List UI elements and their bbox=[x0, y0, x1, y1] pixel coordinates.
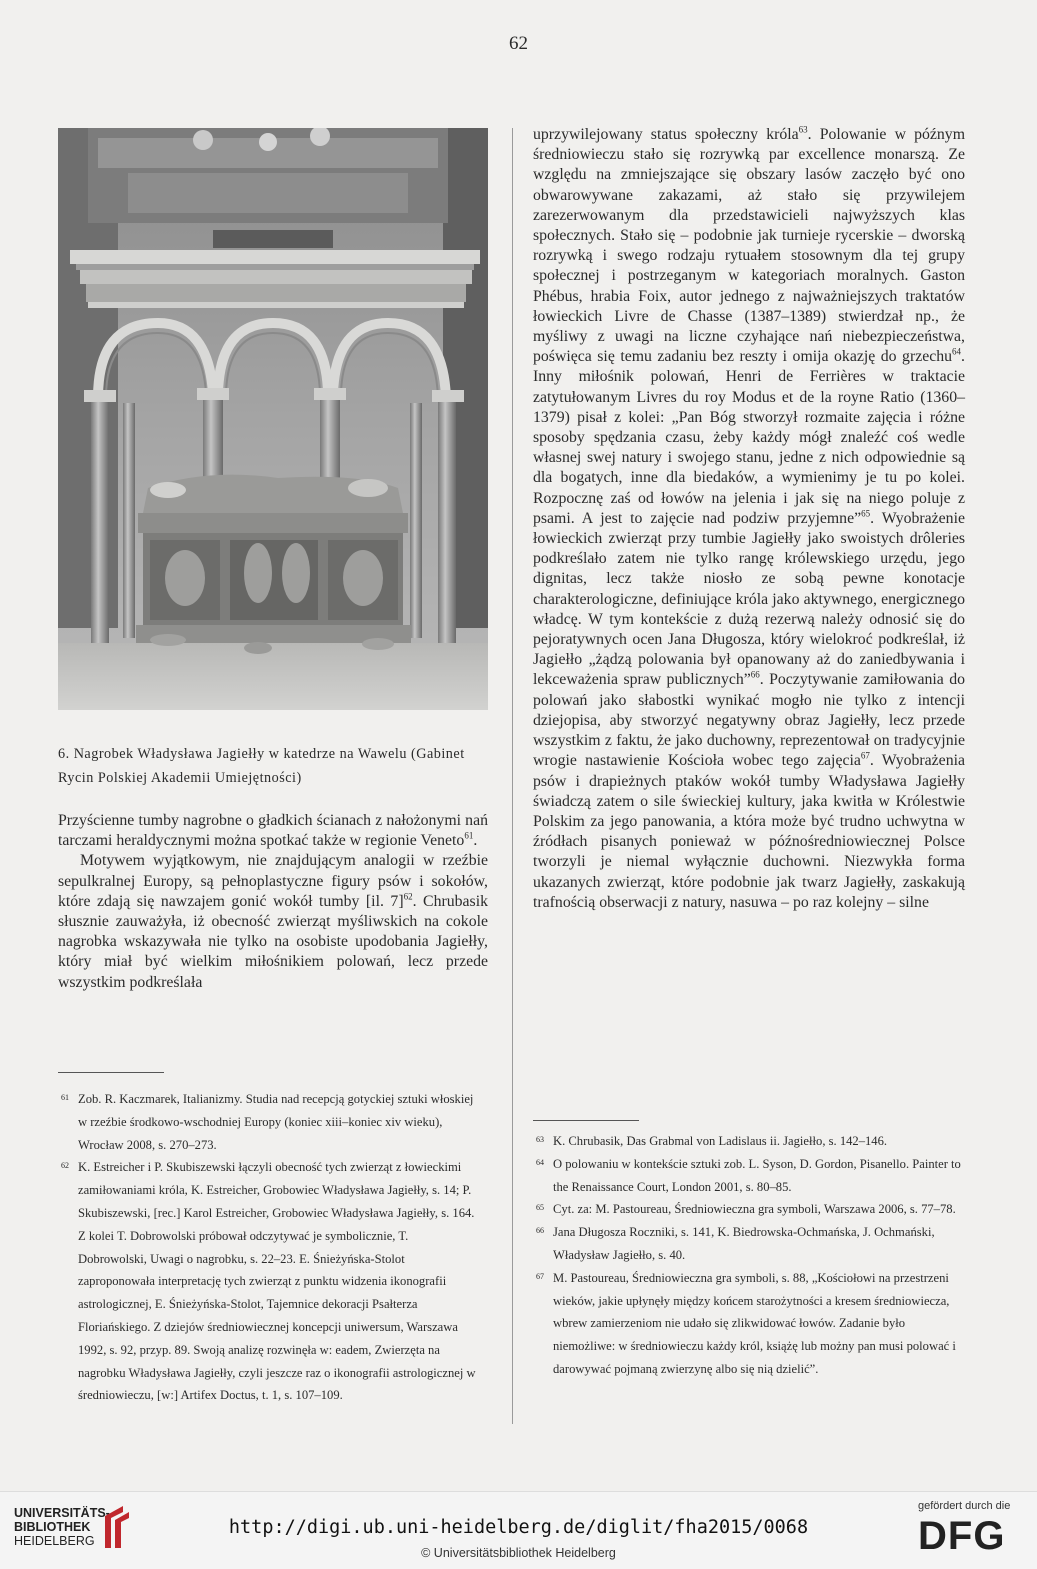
paragraph: Motywem wyjątkowym, nie znajdującym analogii w rzeźbie sepulkralnej Europy, są pełnoplastyczne figury psów i sokołów, które zdają się nawzajem gonić wokół tumby [il. 7]$^{62}$. Chrubasik słusznie zauważyła, iż obecność zwierząt myśliwskich na cokole nagrobka wskazywała nie tylko na osobiste upodobania Jagiełły, który miał być wielkim miłośnikiem polowań, lecz przede wszystkim podkreślała bbox=[58, 852, 488, 991]
figure-caption: 6. Nagrobek Władysława Jagiełły w katedrze na Wawelu (Gabinet Rycin Polskiej Akademii Umiejętności) bbox=[58, 746, 465, 786]
footnote: 63 K. Chrubasik, Das Grabmal von Ladislaus ii. Jagiełło, s. 142–146. bbox=[536, 1134, 888, 1148]
footnote: 64 O polowaniu w kontekście sztuki zob. L. Syson, D. Gordon, Pisanello. Painter to the Renaissance Court, London 2001, s. 80–85. bbox=[536, 1156, 961, 1194]
column-divider bbox=[512, 128, 513, 1424]
copyright-text: © Universitätsbibliothek Heidelberg bbox=[421, 1546, 616, 1560]
footnotes-left bbox=[58, 1088, 478, 1407]
footnote: 62 K. Estreicher i P. Skubiszewski łączyli obecność tych zwierząt z łowieckimi zamiłowaniami króla, K. Estreicher, Grobowiec Władysława Jagiełły, s. 14; P. Skubiszewski, [rec.] Karol Estreicher, Grobowiec Władysława Jagiełły, s. 164. Z kolei T. Dobrowolski próbował odczytywać je symbolicznie, T. Dobrowolski, Uwagi o nagrobku, s. 22–23. E. Śnieżyńska-Stolot zaproponowała interpretację tych zwierząt z punktu widzenia ikonografii astrologicznej, E. Śnieżyńska-Stolot, Tajemnice dekoracji Psałterza Floriańskiego. Z dziejów średniowiecznej koncepcji uniwersum, Warszawa 1992, s. 92, przyp. 89. Swoją analizę rozwinęła w: eadem, Zwierzęta na nagrobku Władysława Jagiełły, czyli jeszcze raz o ikonografii astrologicznej w średniowieczu, [w:] Artifex Doctus, t. 1, s. 107–109. bbox=[61, 1160, 476, 1403]
footnote: 65 Cyt. za: M. Pastoureau, Średniowieczna gra symboli, Warszawa 2006, s. 77–78. bbox=[536, 1202, 956, 1217]
footnote: 61 Zob. R. Kaczmarek, Italianizmy. Studia nad recepcją gotyckiej sztuki włoskiej w rzeźbie środkowo-wschodniej Europy (koniec xiii–koniec xiv wieku), Wrocław 2008, s. 270–273. bbox=[61, 1092, 474, 1152]
paragraph: Przyścienne tumby nagrobne o gładkich ścianach z nałożonymi nań tarczami heraldycznymi można spotkać także w regionie Veneto$^{61}$. bbox=[58, 812, 488, 850]
footnote: 66 Jana Długosza Roczniki, s. 141, K. Biedrowska-Ochmańska, J. Ochmański, Władysław Jagiełło, s. 40. bbox=[536, 1225, 935, 1262]
paragraph: uprzywilejowany status społeczny króla$^{63}$. Polowanie w późnym średniowieczu stało się rozrywką par excellence monarszą. Ze względu na zmniejszające się obszary lasów zaczęło być ono obwarowywane zakazami, aż stało się przywilejem zarezerwowanym dla przedstawicieli najwyższych klas społecznych. Stało się – podobnie jak turnieje rycerskie – dworską rozrywką i swego rodzaju rytuałem stosownym dla tej grupy społecznej i postrzeganym w kategoriach moralnych. Gaston Phébus, hrabia Foix, autor jednego z najważniejszych traktatów łowieckich Livre de Chasse (1387–1389) stwierdzał np., że myśliwy z uwagi na liczne czyhające nań niebezpieczeństwa, poświęca się temu zadaniu bez reszty i omija okazję do grzechu$^{64}$. Inny miłośnik polowań, Henri de Ferrières w traktacie zatytułowanym Livres du roy Modus et de la royne Ratio (1360–1379) pisał z kolei: „Pan Bóg stworzył rozmaite zajęcia i różne sposoby spędzania czasu, żeby każdy mógł znaleźć coś wedle własnej swej natury i swojego stanu, jedne z nich odpowiednie są dla bogatych, inne dla biedaków, a wymienimy je tu po kolei. Rozpocznę zaś od łowów na jelenia i jak się na niego poluje z psami. A jest to zajęcie nad podziw przyjemne”$^{65}$. Wyobrażenie łowieckich zwierząt przy tumbie Jagiełły jako swoistych drôleries podkreślało zatem nie tylko rangę królewskiego urzędu, jego dignitas, lecz także niosło ze sobą pewne konotacje charakterologiczne, definiujące króla jako aktywnego, energicznego władcę. W tym kontekście z dużą rezerwą należy odnosić się do pejoratywnych ocen Jana Długosza, który wielokroć podkreślał, iż Jagiełło „żądzą polowania był opanowany aż do zaniedbywania i lekceważenia spraw publicznych”$^{66}$. Poczytywanie zamiłowania do polowań jako słabostki wynikać mogło nie tylko z intencji dziejopisa, aby stworzyć negatywny obraz Jagiełły, lecz przede wszystkim z faktu, że jako duchowny, reprezentował on tradycyjnie wrogie nastawienie Kościoła wobec tego zajęcia$^{67}$. Wyobrażenia psów i drapieżnych ptaków wokół tumby Władysława Jagiełły świadczą zatem o sile świeckiej kultury, jaka kwitła w Królestwie Polskim za jego panowania, a która może być trudno uchwytna w źródłach pisanych ponieważ w późnośredniowiecznej Polsce tworzyli je niemal wyłącznie duchowni. Niezwykła forma ukazanych zwierząt, które podobnie jak twarz Jagiełły, zaskakują trafnością obserwacji z natury, nasuwa – po raz kolejny – silne bbox=[533, 124, 965, 911]
page-number: 62 bbox=[509, 33, 528, 54]
funding-label: gefördert durch die bbox=[918, 1500, 1011, 1512]
tomb-photograph bbox=[58, 128, 488, 710]
footnote: 67 M. Pastoureau, Średniowieczna gra symboli, s. 88, „Kościołowi na przestrzeni wieków, jakie upłynęły między końcem starożytności a kresem średniowiecza, wbrew zamierzeniom nie udało się zlikwidować łowów. Zadanie było niemożliwe: w średniowieczu każdy król, książę lub możny pan musi polować i darowywać pojmaną zwierzynę albo się nią dzielić”. bbox=[536, 1270, 956, 1376]
permalink-url[interactable]: http://digi.ub.uni-heidelberg.de/diglit/fha2015/0068 bbox=[228, 1517, 809, 1538]
right-column-text bbox=[533, 125, 965, 913]
footer-bar bbox=[0, 1491, 1037, 1569]
footnote-rule bbox=[533, 1120, 639, 1121]
dfg-logo[interactable]: DFG bbox=[918, 1514, 1006, 1558]
left-column-text bbox=[58, 811, 488, 993]
footnotes-right bbox=[533, 1130, 965, 1381]
footnote-rule bbox=[58, 1072, 164, 1073]
library-logo[interactable]: UNIVERSITÄTS- BIBLIOTHEK HEIDELBERG bbox=[14, 1506, 110, 1548]
